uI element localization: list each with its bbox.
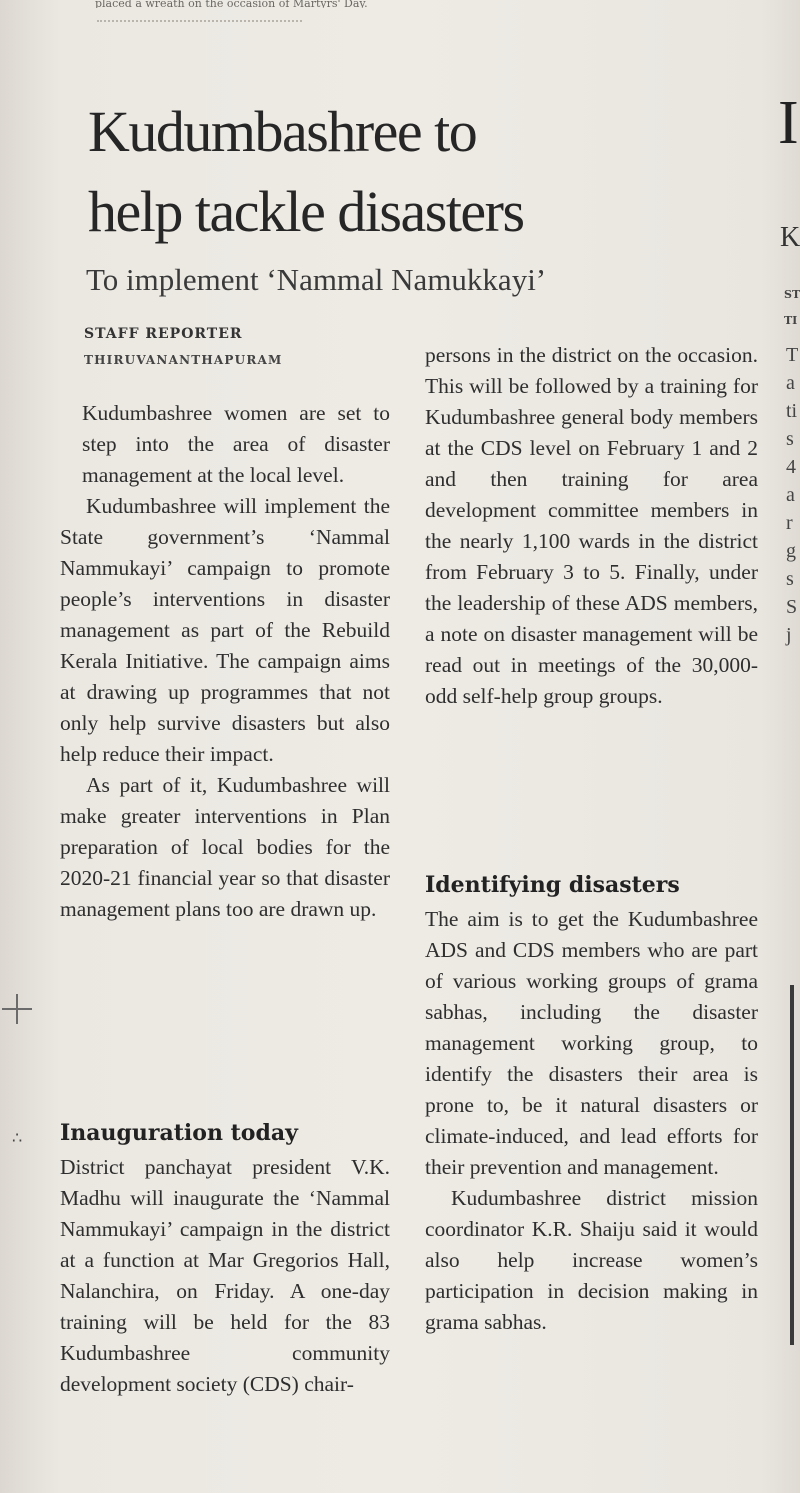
adjacent-text-fragment: S <box>786 596 798 618</box>
paragraph: Kudumbashree will implement the State government’s ‘Nammal Nammukayi’ campaign to promote people’s interventions in disaster management as part of the Rebuild Kerala Initiative. The campaign aims at drawing up programmes that not only help survive disasters but also help reduce their impact. <box>60 494 390 766</box>
paragraph: As part of it, Kudumbashree will make greater interventions in Plan preparation of local bodies for the 2020-21 financial year so that disaster management plans too are drawn up. <box>60 773 390 921</box>
subheadline: To implement ‘Nammal Namukkayi’ <box>86 262 547 297</box>
column-1-lower <box>60 1152 390 1400</box>
margin-symbol: ∴ <box>12 1128 23 1147</box>
adjacent-byline-fragment: ST <box>784 288 800 301</box>
dateline: THIRUVANANTHAPURAM <box>84 353 283 367</box>
adjacent-article-fragment <box>772 0 800 1493</box>
column-1 <box>60 398 390 925</box>
paragraph: Kudumbashree district mission coordinator K.R. Shaiju said it would also help increase women’s participation in decision making in grama sabhas. <box>425 1186 758 1334</box>
column-2-lower <box>425 904 758 1338</box>
adjacent-text-fragment: r <box>786 512 793 534</box>
section-subhead-identifying: Identifying disasters <box>425 872 680 898</box>
adjacent-text-fragment: j <box>786 624 792 646</box>
paragraph: Kudumbashree women are set to step into the area of disaster management at the local level. <box>82 401 390 487</box>
headline-line-2: help tackle disasters <box>88 179 524 244</box>
cut-off-top-text: placed a wreath on the occasion of Martyrs' Day. <box>95 0 368 8</box>
crosshair-mark-icon <box>2 994 32 1024</box>
byline: STAFF REPORTER <box>84 326 243 342</box>
headline-line-1: Kudumbashree to <box>88 99 477 164</box>
dotted-rule <box>97 20 302 22</box>
adjacent-text-fragment: s <box>786 428 794 450</box>
adjacent-text-fragment: g <box>786 540 796 562</box>
section-subhead-inauguration: Inauguration today <box>60 1120 298 1146</box>
paragraph: District panchayat president V.K. Madhu will inaugurate the ‘Nammal Nammukayi’ campaign in the district at a function at Mar Gregorios Hall, Nalanchira, on Friday. A one-day training will be held for the 83 Kudumbashree community development society (CDS) chair- <box>60 1155 390 1396</box>
paragraph: The aim is to get the Kudumbashree ADS and CDS members who are part of various working groups of grama sabhas, including the disaster management working group, to identify the disasters their area is prone to, be it natural disasters or climate-induced, and lead efforts for their prevention and management. <box>425 907 758 1179</box>
paragraph: persons in the district on the occasion. This will be followed by a training for Kudumbashree general body members at the CDS level on February 1 and 2 and then training for area development committee members in the nearly 1,100 wards in the district from February 3 to 5. Finally, under the leadership of these ADS members, a note on disaster management will be read out in meetings of the 30,000-odd self-help group groups. <box>425 343 758 708</box>
headline <box>88 92 728 252</box>
column-rule <box>790 985 794 1345</box>
adjacent-text-fragment: T <box>786 344 799 366</box>
adjacent-text-fragment: s <box>786 568 794 590</box>
adjacent-text-fragment: ti <box>786 400 798 422</box>
adjacent-text-fragment: 4 <box>786 456 796 478</box>
column-2 <box>425 340 758 712</box>
adjacent-text-fragment: a <box>786 484 795 506</box>
adjacent-headline-letter: I <box>778 89 799 157</box>
adjacent-dateline-fragment: TI <box>784 314 798 327</box>
adjacent-subhead-letter: K <box>780 222 800 253</box>
adjacent-text-fragment: a <box>786 372 795 394</box>
